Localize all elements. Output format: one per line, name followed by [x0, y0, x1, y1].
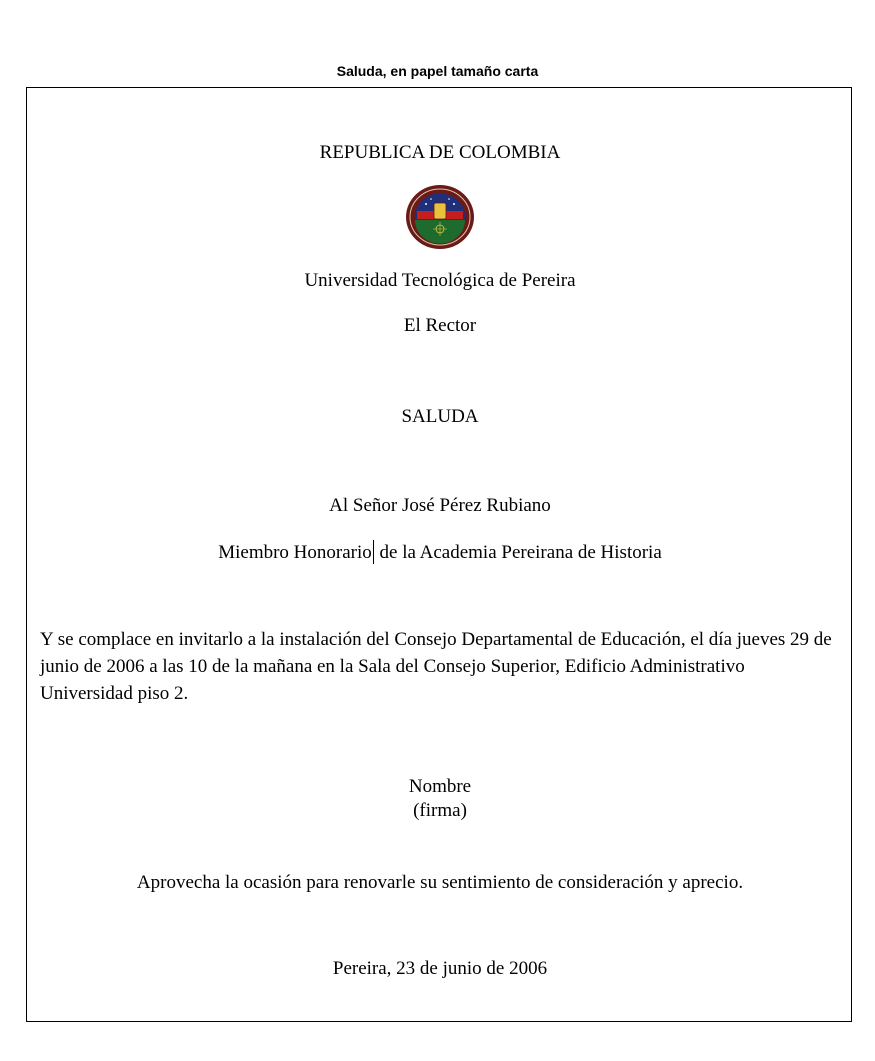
recipient-name: Al Señor José Pérez Rubiano	[329, 495, 551, 516]
recipient-title	[27, 540, 853, 565]
recipient-title-end: de la Academia Pereirana de Historia	[374, 542, 662, 563]
letter-page	[26, 87, 852, 1022]
university-seal-icon	[405, 184, 475, 250]
invitation-paragraph: Y se complace en invitarlo a la instalación del Consejo Departamental de Educación, el día jueves 29 de junio de 2006 a las 10 de la mañana en la Sala del Consejo Superior, Edificio Administrativo Universidad piso 2.	[40, 629, 832, 704]
closing-text: Aprovecha la ocasión para renovarle su sentimiento de consideración y aprecio.	[136, 872, 744, 893]
signature-note: (firma)	[413, 800, 467, 821]
place-date: Pereira, 23 de junio de 2006	[332, 958, 548, 979]
recipient-title-start: Miembro Honorario	[218, 542, 372, 563]
text-cursor	[373, 540, 374, 564]
sender-role: El Rector	[403, 315, 477, 336]
signature-name: Nombre	[408, 776, 472, 797]
institution-name: Universidad Tecnológica de Pereira	[304, 270, 576, 291]
salutation-heading: SALUDA	[401, 406, 479, 427]
figure-caption: Saluda, en papel tamaño carta	[336, 63, 539, 79]
country-heading: REPUBLICA DE COLOMBIA	[319, 142, 561, 163]
